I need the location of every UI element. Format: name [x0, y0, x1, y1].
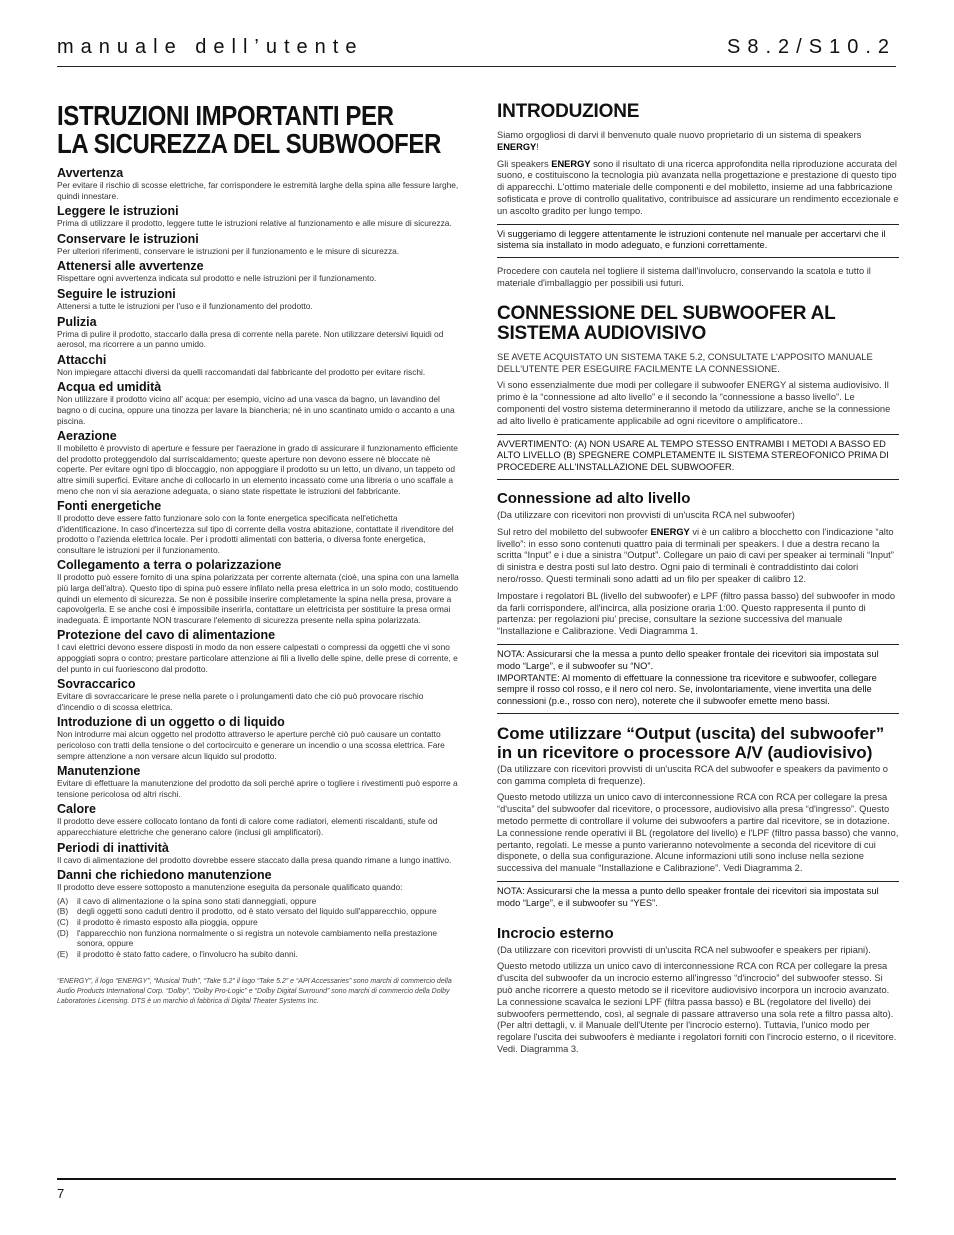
list-item-text: degli oggetti sono caduti dentro il prodotto, od è stato versato del liquido sull'apparecchio, oppure — [77, 906, 437, 917]
safety-title-line2: LA SICUREZZA DEL SUBWOOFER — [57, 128, 441, 159]
safety-section-text: Il prodotto deve essere sottoposto a manutenzione eseguita da personale qualificato quando: — [57, 882, 403, 893]
intro-paragraph-2: Gli speakers ENERGY sono il risultato di una ricerca approfondita nella riproduzione accurata del suono, e costituiscono la tecnologia più avanzata nella progettazione e prestazione di questo tipo di apparecchi. L'ottimo materiale delle componenti e del mobiletto, insieme ad una fabbricazione sofisticata e prove di controllo qualitativo, contribuisce ad assicurare un rendimento eccezionale e un ascolto gradito per lungo tempo. — [497, 158, 899, 216]
safety-section — [57, 715, 459, 761]
safety-section-text: Evitare di sovraccaricare le prese nella parete o i prolungamenti dato che ciò può provocare rischio d'incendio o di scossa elettrica. — [57, 691, 424, 712]
high-level-title: Connessione ad alto livello — [497, 489, 691, 507]
trademark-notice: “ENERGY”, il logo “ENERGY”, “Musical Truth”, “Take 5.2” il logo “Take 5.2” e “API Accessaries” sono marchi di commercio della Audio Products International Corp. “Dolby”, “Dolby Pro-Logic” e “Dolby Digital Surround” sono marchi di commercio della Dolby Laboratories Licensing. DTS è un marchio di fabbrica di Digital Theater Systems Inc. — [57, 978, 452, 1005]
output-note: NOTA: Assicurarsi che la messa a punto dello speaker frontale dei ricevitori sia impostata sul modo “Large”, e il subwoofer su “YES”. — [497, 881, 899, 915]
high-level-paragraph-2: Impostare i regolatori BL (livello del subwoofer) e LPF (filtro passa basso) del subwoofer in modo da farli corrispondere, all'incirca, alla posizione oraria 1:00. Questo rappresenta il punto di partenza: per regolazioni piu' precise, consultare la sezione successiva del manuale “Installazione e Calibrazione. Vedi Diagramma 1. — [497, 590, 896, 637]
safety-section — [57, 841, 459, 866]
safety-section — [57, 259, 459, 284]
safety-section-heading: Pulizia — [57, 314, 97, 329]
list-item-text: il prodotto è stato fatto cadere, o l'involucro ha subito danni. — [77, 948, 298, 959]
list-item-text: l'apparecchio non funziona normalmente o si registra un notevole cambiamento nella prestazione sonora, oppure — [77, 927, 438, 949]
external-crossover-paragraph: Questo metodo utilizza un unico cavo di interconnessione RCA con RCA per collegare la presa d'uscita del subwoofer da un incrocio esterno all'ingresso “d'incrocio” del subwoofer stesso. Si può anche ricorrere a questo metodo se il ricevitore audiovisivo incorpora un incrocio avanzato. La connessione scavalca le sezioni LPF (filtra passa basso) e BL (regolatore del livello) dei subwoofers permettendo, così, al segnale di passare attraverso una sola rete a filtro passa alto). (Per altri dettagli, v. il Manuale dell'Utente per l'incrocio esterno). Tuttavia, l'unico modo per regolare l'uscita dei subwoofers è mediante i regolatori forniti con l'incrocio esterno, o il ricevitore. Vedi. Diagramma 3. — [497, 961, 897, 1055]
page-header — [57, 36, 896, 67]
safety-section — [57, 868, 459, 893]
safety-section — [57, 166, 459, 201]
safety-section — [57, 499, 459, 555]
safety-section-heading: Attenersi alle avvertenze — [57, 259, 204, 274]
safety-section — [57, 204, 459, 229]
safety-section-text: Il prodotto deve essere collocato lontano da fonti di calore come radiatori, elementi riscaldanti, stufe od apparecchiature elettriche che generano calore (inclusi gli amplificatori). — [57, 816, 438, 837]
external-crossover-subtitle: (Da utilizzare con ricevitori provvisti di un'uscita RCA nel subwoofer e speakers per ripiani). — [497, 944, 871, 955]
safety-section-text: Il mobiletto è provvisto di aperture e fessure per l'aerazione in grado di assicurare il funzionamento efficiente del prodotto proteggendolo dal surriscaldamento; queste aperture non devono essere nè bloccate nè coperte. Per evitare ogni tipo di bloccaggio, non appoggiare il prodotto su un letto, un divano, un tappeto od altre simili superfici. Evitare anche di collocarlo in un elemento incassato come una libreria o uno scaffale a meno che non vi sia aerazione adeguata, o siano state rispettate le istruzioni del fabbricante. — [57, 443, 458, 496]
safety-section-heading: Introduzione di un oggetto o di liquido — [57, 715, 285, 730]
safety-section — [57, 677, 459, 712]
intro-note: Vi suggeriamo di leggere attentamente le istruzioni contenute nel manuale per accertarvi che il sistema sia installato in modo adeguato, e funzioni correttamente. — [497, 224, 899, 259]
safety-section-heading: Aerazione — [57, 429, 117, 444]
output-subtitle: (Da utilizzare con ricevitori provvisti di un'uscita RCA del subwoofer e speakers da pavimento o con gamma completa di frequenze). — [497, 763, 888, 786]
safety-section-text: Evitare di effettuare la manutenzione del prodotto da soli perché aprire o togliere i rivestimenti può esporre a tensione pericolosa od altri rischi. — [57, 778, 458, 799]
safety-section-text: I cavi elettrici devono essere disposti in modo da non essere calpestati o compressi da oggetti che vi sono appoggiati sopra o contro; prestare particolare attenzione ai fili a livello delle spine, delle prese di corrente, e del punto in cui fuoriescono dal prodotto. — [57, 642, 458, 674]
safety-section-heading: Avvertenza — [57, 166, 124, 180]
safety-section — [57, 628, 459, 674]
safety-section-text: Prima di pulire il prodotto, staccarlo dalla presa di corrente nella parete. Non utilizzare detersivi liquidi od aerosol, ma ricorrere a un panno umido. — [57, 328, 444, 350]
left-column — [57, 98, 459, 1006]
safety-section — [57, 558, 459, 625]
list-item-label: (B) — [57, 906, 69, 917]
header-model: S8.2/S10.2 — [727, 36, 896, 58]
page-footer — [57, 1178, 896, 1201]
safety-section-text: Il prodotto deve essere fatto funzionare solo con la fonte energetica specificata nell'etichetta d'identificazione. In caso d'incertezza sul tipo di corrente della vostra abitazione, contattate il rivenditore del prodotto o l'azienda elettrica locale. Per i prodotti alimentati con batteria, o diversa fonte energetica, consultare le istruzioni per il funzionamento. — [57, 513, 454, 555]
connection-warning: AVVERTIMENTO: (A) NON USARE AL TEMPO STESSO ENTRAMBI I METODI A BASSO ED ALTO LIVELLO (B) SPEGNERE COMPLETAMENTE IL SISTEMA STEREOFONICO PRIMA DI PROCEDERE ALL'INSTALLAZIONE DEL SUBWOOFER. — [497, 434, 899, 480]
safety-section-text: Per ulteriori riferimenti, conservare le istruzioni per il funzionamento e le misure di sicurezza. — [57, 245, 400, 256]
safety-section-heading: Acqua ed umidità — [57, 380, 162, 395]
output-title: Come utilizzare “Output (uscita) del subwoofer” in un ricevitore o processore A/V (audiovisivo) — [497, 723, 885, 762]
safety-section-heading: Periodi di inattività — [57, 840, 169, 855]
list-item-label: (E) — [57, 948, 69, 959]
safety-section-heading: Conservare le istruzioni — [57, 231, 199, 246]
list-item — [57, 949, 459, 960]
list-item — [57, 896, 459, 907]
external-crossover-title: Incrocio esterno — [497, 924, 614, 942]
list-item-label: (D) — [57, 927, 69, 938]
safety-section-heading: Manutenzione — [57, 764, 141, 779]
safety-title-line1: ISTRUZIONI IMPORTANTI PER — [57, 100, 394, 131]
safety-section-text: Prima di utilizzare il prodotto, leggere tutte le istruzioni relative al funzionamento e alle misure di sicurezza. — [57, 218, 452, 229]
safety-section-heading: Seguire le istruzioni — [57, 286, 176, 301]
safety-section — [57, 287, 459, 312]
safety-section-heading: Protezione del cavo di alimentazione — [57, 628, 276, 643]
output-paragraph: Questo metodo utilizza un unico cavo di interconnessione RCA con RCA per collegare la presa “d'uscita” del subwoofer dal ricevitore, o processore, audiovisivo alla presa “d'ingresso”. Questo metodo permette di controllare il volume dei subwoofers a partire dal ricevitore, se in dotazione. La connessione rende operativi il BL (regolatore del livello) e l'LPF (filtro passa basso) che vanno, pertanto, regolati. Le messe a punto varieranno notevolmente a seconda del ricevitore di cui disponete, o della sua configurazione. Alcune informazioni utili sono incluse nella sezione successiva del manuale “Installazione e Calibrazione”. Vedi Diagramma 2. — [497, 792, 899, 874]
safety-section-text: Non utilizzare il prodotto vicino all' acqua: per esempio, vicino ad una vasca da bagno, un lavandino del bagno o di cucina, oppure una tinozza per lavare la biancheria; né in uno scantinato umido o accanto a una piscina. — [57, 394, 455, 426]
safety-section-text: Attenersi a tutte le istruzioni per l'uso e il funzionamento del prodotto. — [57, 300, 313, 311]
safety-section-heading: Leggere le istruzioni — [57, 204, 179, 219]
safety-section-heading: Fonti energetiche — [57, 499, 162, 514]
safety-section-heading: Collegamento a terra o polarizzazione — [57, 558, 282, 573]
high-level-subtitle: (Da utilizzare con ricevitori non provvisti di un'uscita RCA nel subwoofer) — [497, 509, 795, 520]
safety-sections — [57, 166, 459, 893]
safety-section-text: Il cavo di alimentazione del prodotto dovrebbe essere staccato dalla presa quando rimane a lungo inattivo. — [57, 854, 452, 865]
list-item-text: il prodotto è rimasto esposto alla pioggia, oppure — [77, 916, 258, 927]
list-item-text: il cavo di alimentazione o la spina sono stati danneggiati, oppure — [77, 895, 317, 906]
intro-paragraph-3: Procedere con cautela nel togliere il sistema dall'involucro, conservando la scatola e tutto il materiale d'imballaggio per possibili usi futuri. — [497, 266, 871, 288]
safety-section — [57, 353, 459, 378]
safety-section-text: Non impiegare attacchi diversi da quelli raccomandati dal fabbricante del prodotto per evitare rischi. — [57, 366, 426, 377]
safety-section — [57, 764, 459, 799]
list-item — [57, 906, 459, 917]
intro-title: INTRODUZIONE — [497, 101, 640, 122]
list-item-label: (A) — [57, 895, 69, 906]
safety-section — [57, 802, 459, 837]
header-manual-title: manuale dell’utente — [57, 36, 364, 58]
safety-section — [57, 380, 459, 426]
safety-section-text: Rispettare ogni avvertenza indicata sul prodotto e nelle istruzioni per il funzionamento. — [57, 273, 377, 284]
safety-section-text: Non introdurre mai alcun oggetto nel prodotto attraverso le aperture perchè ciò può causare un contatto pericoloso con tratti della tensione o del cortocircuito e generare un incendio o una scossa elettrica. Fare sempre attenzione a non versare alcun liquido sul prodotto. — [57, 729, 445, 761]
safety-section-heading: Sovraccarico — [57, 677, 136, 692]
safety-title — [57, 102, 461, 158]
high-level-paragraph-1: Sul retro del mobiletto del subwoofer ENERGY vi è un calibro a blocchetto con l'indicazione “alto livello”: in esso sono contenuti quattro paia di terminali per speakers. I due a destra recano la scritta “Input” e i due a sinistra “Output”. Collegare un paio di cavi per speaker ai terminali “Input” di sinistra e destra posti sul lato destro. Ogni paio di terminali è contraddistinto dai colori nero/rosso. Questi terminali sono adatti ad un filo per speaker di calibro 12. — [497, 526, 894, 584]
damage-list — [57, 896, 459, 960]
safety-section-text: Per evitare il rischio di scosse elettriche, far corrispondere le estremità larghe della spina alle fessure larghe, quindi innestare. — [57, 180, 459, 201]
safety-section-heading: Danni che richiedono manutenzione — [57, 868, 272, 883]
list-item — [57, 928, 459, 949]
safety-section — [57, 429, 459, 496]
connection-caps-note: SE AVETE ACQUISTATO UN SISTEMA TAKE 5.2, CONSULTATE L'APPOSITO MANUALE DELL'UTENTE PER ESEGUIRE FACILMENTE LA CONNESSIONE. — [497, 351, 873, 374]
safety-section — [57, 315, 459, 350]
page-number: 7 — [57, 1186, 65, 1201]
high-level-note: NOTA: Assicurarsi che la messa a punto dello speaker frontale dei ricevitori sia impostata sul modo “Large”, e il subwoofer su “NO”. IMPORTANTE: Al momento di effettuare la connessione tra ricevitore e subwoofer, collegare sempre il rosso col rosso, e il nero col nero. Se, involontariamente, viene invertita una delle connessioni (p.e., rosso con nero), noterete che il subwoofer emette meno bassi. — [497, 644, 899, 714]
connection-paragraph: Vi sono essenzialmente due modi per collegare il subwoofer ENERGY al sistema audiovisivo. Il primo è la “connessione ad alto livello” e il secondo la “connessione a basso livello”. Le componenti del vostro sistema determineranno il metodo da utilizzare, anche se la connessione ad alto livello è praticamente applicabile ad ogni ricevitore o amplificatore.. — [497, 380, 891, 426]
safety-section-heading: Calore — [57, 802, 96, 817]
list-item-label: (C) — [57, 916, 69, 927]
intro-paragraph-1: Siamo orgogliosi di darvi il benvenuto quale nuovo proprietario di un sistema di speakers ENERGY! — [497, 130, 862, 152]
safety-section — [57, 232, 459, 257]
safety-section-heading: Attacchi — [57, 352, 107, 367]
list-item — [57, 917, 459, 928]
connection-title: CONNESSIONE DEL SUBWOOFER AL SISTEMA AUDIOVISIVO — [497, 302, 836, 344]
right-column — [497, 98, 899, 1061]
safety-section-text: Il prodotto può essere fornito di una spina polarizzata per corrente alternata (cioè, una spina con una lamella più larga dell'altra). Questo tipo di spina può essere infilato nella presa elettrica in un solo modo, costituendo quindi un elemento di sicurezza. Se non è possibile inserire completamente la spina nella presa, provare a capovolgerla. E se anche così è impossibile inserirla, contattare un elettricista per sostituire la presa ormai inadeguata. È importante NON trascurare l'elemento di sicurezza presente nella spina polarizzata. — [57, 572, 459, 625]
